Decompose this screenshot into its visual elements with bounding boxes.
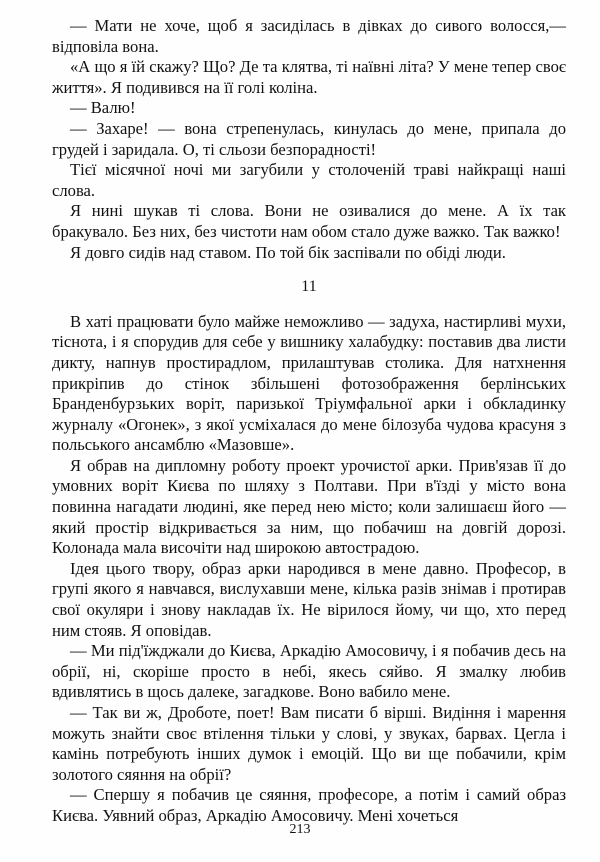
paragraph: — Захаре! — вона стрепенулась, кинулась до мене, припала до грудей і заридала. О, ті сльози безпорадності! <box>52 118 566 159</box>
paragraph: — Спершу я побачив це сяяння, професоре, а потім і самий образ Києва. Уявний образ, Аркадію Амосовичу. Мені хочеться <box>52 785 566 825</box>
paragraph: — Ми під'їжджали до Києва, Аркадію Амосовичу, і я побачив десь на обрії, ні, скоріше просто в небі, якесь сяйво. Я змалку любив вдивлятись в щось далеке, загадкове. Воно вабило мене. <box>52 641 566 702</box>
paragraph: Я нині шукав ті слова. Вони не озивалися до мене. А їх так бракувало. Без них, без чистоти нам обом стало дуже важко. Так важко! <box>52 201 566 241</box>
body-text <box>52 16 566 827</box>
paragraph: Я довго сидів над ставом. По той бік заспівали по обіді люди. <box>70 242 506 262</box>
paragraph: «А що я їй скажу? Що? Де та клятва, ті наївні літа? У мене тепер своє життя». Я подивився на її голі коліна. <box>52 57 566 97</box>
chapter-number: 11 <box>301 278 317 296</box>
paragraph: Ідея цього твору, образ арки народився в мене давно. Професор, в групі якого я навчався, вислухавши мене, кілька разів знімав і протирав свої окуляри і знову накладав їх. Не вірилося йому, чи що, хто перед ним стояв. Я оповідав. <box>52 558 566 640</box>
paragraph: — Так ви ж, Дроботе, поет! Вам писати б вірші. Видіння і марення можуть знайти своє втілення тільки у слові, у звуках, барвах. Цегла і камінь потребують інших думок і емоцій. Що ви ще побачили, крім золотого сяяння на обрії? <box>52 703 566 784</box>
paragraph: В хаті працювати було майже неможливо — задуха, настирливі мухи, тіснота, і я спорудив для себе у вишнику халабудку: поставив два листи дикту, напнув простирадлом, прилаштував столика. Для натхнення прикріпив до стінок збільшені фотозображення берлінських Бранденбурзьких воріт, паризької Тріумфальної арки і обкладинку журналу «Огонек», з якої усміхалася до мене білозуба чудова красуня з польського ансамблю «Мазовше». <box>52 311 566 455</box>
paragraph: Я обрав на дипломну роботу проект урочистої арки. Прив'язав її до умовних воріт Києва по шляху з Полтави. При в'їзді у місто вона повинна нагадати людині, яке перед нею місто; коли залишаєш його — який простір відкривається за ним, що побачиш на довгій дорозі. Колонада мала височіти над широкою автострадою. <box>52 455 566 558</box>
page-number: 213 <box>289 822 311 837</box>
paragraph: — Валю! <box>70 98 136 118</box>
paragraph: Тієї місячної ночі ми загубили у столоченій траві найкращі наші слова. <box>52 160 566 200</box>
paragraph: — Мати не хоче, щоб я засиділась в дівках до сивого волосся,— відповіла вона. <box>52 16 566 56</box>
